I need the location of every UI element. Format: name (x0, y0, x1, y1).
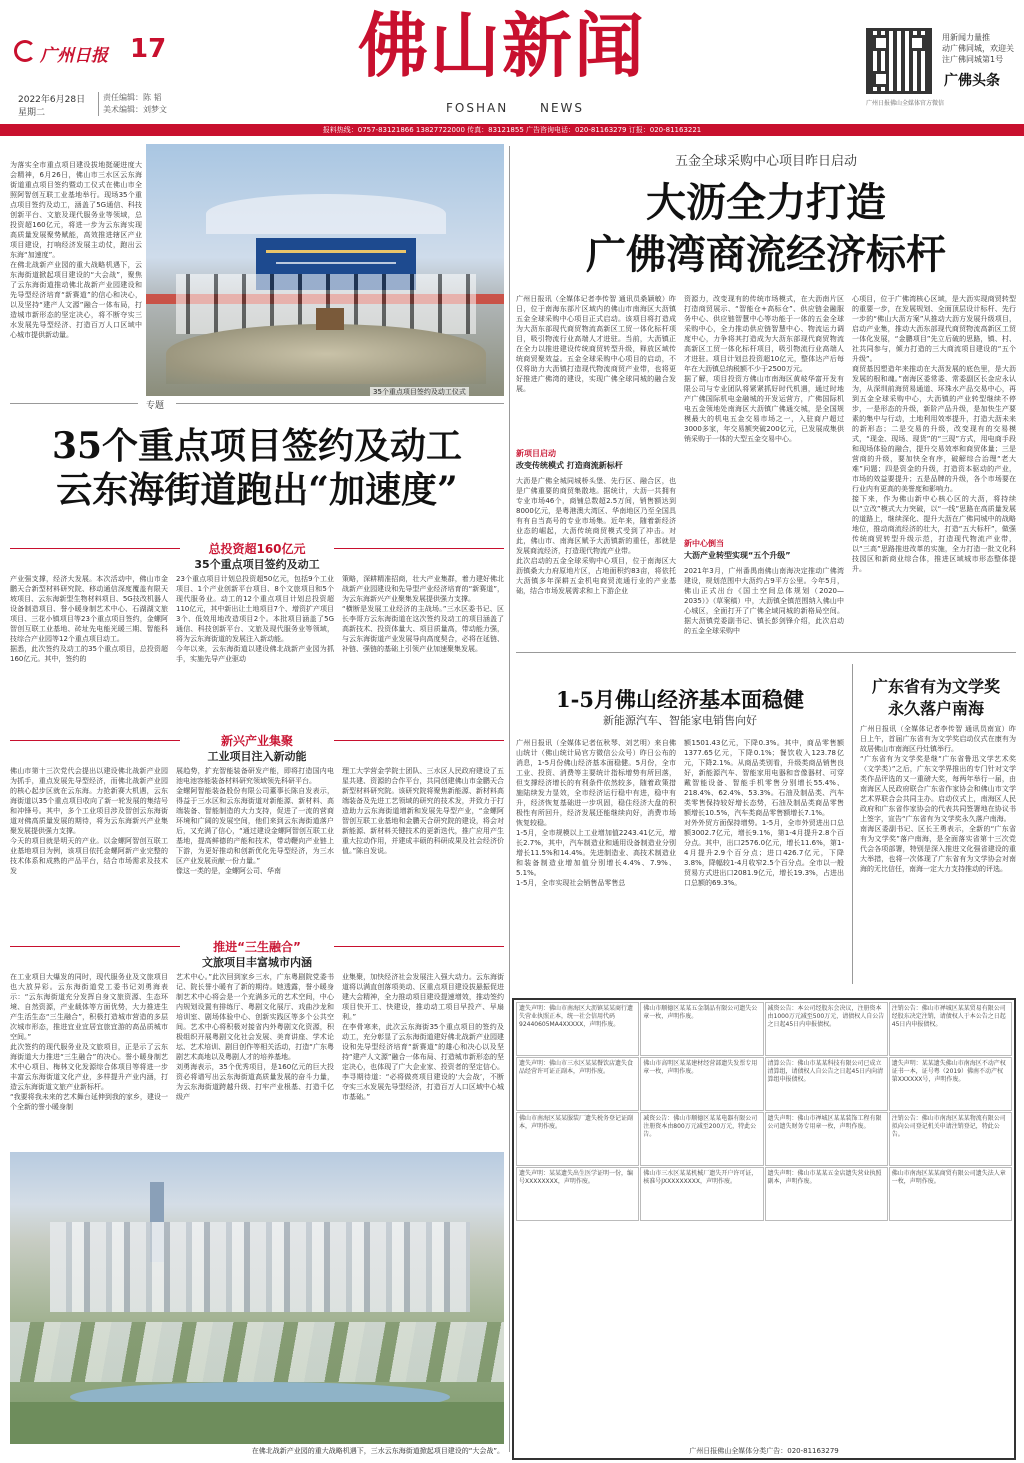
classified-ad-item: 遗失声明：某某遗失佛山市南海区不动产权证书一本，证号粤（2019）佛南不动产权第XXXXXX号，声明作废。 (889, 1057, 1012, 1111)
lit-headline-1: 广东省有为文学奖 (871, 677, 1000, 696)
econ-headline: 1-5月佛山经济基本面稳健 (556, 687, 804, 712)
art-editor-name: 美术编辑：刘梦文 (103, 105, 167, 114)
editor-name: 责任编辑：陈 韬 (103, 93, 162, 102)
s2-title-black: 工业项目注入新动能 (207, 750, 307, 763)
classified-ad-item: 佛山市南海区某某服装厂遗失税务登记证副本，声明作废。 (516, 1112, 639, 1166)
s2-col-3: 理工大学营金学院士团队、三水区人民政府建设了五星共建、资源的合作平台，共同创建佛山市金鹏天合新型材料研究院。该研究院将聚焦新能源、新材料高端装备及先进工艺领域的研究的技术发，并致力于打造助力云东海街道增新和发展先导型产业，“金螺阿智创互联工业基地和金鹏天合研究院的建设，将会对新能源、新材料关键技术的更新迭代，推广应用产生重大拉动作用，并建成丰硕的科研成果及社会经济价值。”陈自发说。 (342, 767, 504, 855)
lit-divider (852, 664, 853, 984)
s3-title-black: 文旅项目丰富城市内涵 (202, 956, 312, 969)
s2-rule-left (10, 740, 180, 741)
left-headline-2: 云东海街道跑出“加速度” (56, 469, 458, 511)
sand-pile (166, 324, 486, 384)
classified-ad-item: 佛山市三水区某某机械厂遗失开户许可证，核准号JXXXXXXXXX，声明作废。 (640, 1167, 763, 1221)
qr-caption (942, 32, 1022, 65)
right-col2-sub-head: 新中心倒当 (684, 539, 724, 548)
s2-title-red: 新兴产业集聚 (220, 734, 293, 748)
paper-logo-mark-icon (14, 40, 36, 62)
right-col1-sub-head: 新项目启动 (516, 449, 556, 458)
right-col2-sub: 大沥产业转型实现“五个升级” (684, 551, 791, 560)
classified-ad-item: 注销公告：佛山市南海区某某物流有限公司拟向公司登记机关申请注销登记，特此公告。 (889, 1112, 1012, 1166)
classified-ad-item: 遗失声明：某某遗失出生医学证明一份，编号XXXXXXXX，声明作废。 (516, 1167, 639, 1221)
section-tag: 专题 (146, 401, 165, 411)
s3-rule-right (334, 946, 504, 947)
classified-ad-item: 佛山市南海区某某商贸有限公司遗失法人章一枚，声明作废。 (889, 1167, 1012, 1221)
qr-caption-line-2: 动广佛同城，欢迎关 (942, 44, 1014, 53)
qr-code-icon[interactable] (866, 28, 932, 94)
masthead (0, 0, 1024, 132)
section-title: 佛山新闻 (358, 4, 646, 87)
paper-name: 广州日报 (40, 46, 108, 66)
left-headline-1: 35个重点项目签约及动工 (51, 425, 463, 467)
ceremony-photo (146, 144, 504, 396)
classified-ad-item: 佛山市顺德区某某五金制品有限公司遗失公章一枚，声明作废。 (640, 1002, 763, 1056)
s1-rule-right (334, 548, 504, 549)
s3-col-3: 业集聚，加快经济社会发展注入强大动力。云东海街道将以满直创落项美动、区重点项目建设拔悬振促进建大会精神，全力推动项目建设提速增效，推动签约项目快开工、快建设，推动动工项目早投产、早扇利。” 在李骨寒来，此次云东海街35个重点项目的签约及动工，充分彰显了云东海街道建好佛北战新产业园建设和先导型经济培育“新赛道”的雄心和决心以及坚持“建产人文源”融合一体布局、打造城市新形态的坚定决心，也体现了广大企业家、投资者的坚定信心。李寻期待道：“必将做亮项目建设的‘大会战’，不断夺实三水发展先导型经济，打造百万人口区域中心城市基础。” (342, 973, 504, 1101)
right-col1-sub: 改变传统模式 打造商流新标杆 (516, 461, 623, 470)
classified-ad-item: 佛山市高明区某某建材经营部遗失发票专用章一枚，声明作废。 (640, 1057, 763, 1111)
issue-date: 2022年6月28日 (18, 95, 86, 105)
classified-ad-item: 遗失声明：佛山市某某五金店遗失营业执照副本，声明作废。 (765, 1167, 888, 1221)
left-lede: 为落实全市重点项目建设拔地挺硬进度大会精神，6月26日，佛山市三水区云东海街道重点项目签约暨动工仪式在佛山市全照阿智创互联工业基地举行。现场35个重点项目签约及动工，涵盖了5G通信、科技创新平台、文旅及现代服务业等领域，总投资超160亿元，将进一步为云东海实现高质量发展聚势赋能，高效推进辖区产业项目建设，打响经济发展主动仗，跑出云东海“加速度”。 在佛北战新产业园的重大战略机遇下，云东海街道掀起项目建设的“大会战”，聚焦了云东海街道推动佛北战新产业园建设和先导型经济培育“新赛道”的信心和决心，以及坚持“建产人文源”融合一体布局，打造城市新形态的坚定决心，将不断夺实三水发展先导型经济、打造百万人口区域中心城市提供新动量。 (10, 161, 142, 339)
right-col-1: 广州日报讯（全媒体记者李传智 通讯员桑颖敏）昨日，位于南海东部片区域内的佛山市南海区大沥镇五金全球采购中心项目正式启动。该项目将打造成为大沥东部现代商贸物流高新区工贸一体化标杆项目，吸引物流行业高端人才进驻。当前，大沥镇正在全力以推进建设传统商贸转型升级，释放区域传统商贸聚效益。五金全球采购中心项目的启动，不仅将助力大沥镇打造现代物流商贸产业带，也将更好推进广佛湾的建设，实现广佛全球同城的融合发展。 (516, 295, 676, 393)
qr-brand: 广佛头条 (944, 73, 1000, 89)
ceremony-photo-caption: 35个重点项目签约及动工仪式 (370, 387, 469, 397)
section-title-en-right: NEWS (540, 101, 585, 115)
s3-title-red: 推进“三生融合” (213, 940, 301, 954)
classified-ads-grid (516, 1002, 1012, 1442)
s1-col-1: 产业强支撑，经济大发展。本次活动中，佛山市金鹏天合新型材料研究院、移动通信深度覆盖有限天坡项目、云东海新型生物材料项目、5G技改机器人设备制造项目、誉小暖身制艺术中心、石湖湖文旅项目、三花小镇项目等23个重点项目签约，金螺阿智创互联工业基地、砖址先电能光暖三期、智能科技综合产业园等12个重点项目动工。 据悉，此次签约及动工的35个重点项目，总投资超160亿元。其中，签约的 (10, 575, 168, 663)
qr-caption-line-3: 注广佛同城第1号 (942, 55, 1004, 64)
s1-title-black: 35个重点项目签约及动工 (194, 558, 320, 571)
s1-col-3: 策略，深耕精准招商，壮大产业集群，着力建好佛北战新产业园建设和先导型产业经济培育的“新赛道”，为云东海新兴产业聚集发展提供强力支撑。 “横断是发展工业经济的主战场。”三水区委书记、区长李哥方云东海街道在这次签约及动工的项目涵盖了高新技术、投资体量大、项目质量高，带动能力强，与云东海街道产业发展导向高度契合，必将在延链、补链、强链的基础上引领产业加速聚集发展。 (342, 575, 504, 653)
issue-weekday: 星期二 (18, 108, 46, 118)
classified-ad-item: 减资公告：本公司经股东会决议，注册资本由1000万元减至500万元，请债权人自公告之日起45日内申报债权。 (765, 1002, 888, 1056)
classified-ads (512, 998, 1016, 1460)
s1-title-red: 总投资超160亿元 (208, 542, 306, 556)
editor-block (98, 92, 218, 116)
s1-rule-left (10, 548, 180, 549)
right-story-bottom-rule (516, 652, 1016, 653)
right-headline-1: 大沥全力打造 (646, 179, 886, 226)
right-col-2b: 2021年3月，广州番禺南佛山南海决定推动广佛湾建设，规划范围中大沥约占9平方公里。今年5月，佛山正式出台《国土空间总体规划（2020—2035）》（草案稿）中，大沥镇全镇范围纳入佛山中心城区，全面打开了广佛全域同城的新格局空间。据大沥镇党委副书记、镇长彭剑锋介绍，此次启动的五金全球采购中 (684, 567, 844, 635)
left-story (10, 144, 504, 1460)
classified-ad-item: 遗失声明：佛山市南海区大沥镇某某商行遗失营业执照正本，统一社会信用代码92440605MA4XXXXX，声明作废。 (516, 1002, 639, 1056)
right-col-1b: 大沥是广佛全城同城桥头堡、先行区、融合区，也是广佛重要的商贸集散地。据统计，大沥一共拥有专业市场46个，商铺总数超2.5万间，销售额达到8000亿元，是粤港澳大湾区、华南地区乃至全国具有有自当高号的专业市场集。近年来，随着新经济业态的崛起，大沥传统商贸模式受到了冲击。对此，佛山市、南海区赋予大沥镇新的重任，那就是发展商流经济，打造现代物流产业带。 此次启动的五金全球采购中心项目，位于南海区大沥镇桑大力府原地片区，占地面积约83亩，将依托大沥镇多年深耕五金机电商贸流通行业的产业基础，结合市场发展需求和上下游企业 (516, 477, 676, 595)
lit-body: 广州日报讯（全媒体记者李传智 通讯员南宣）昨日上午，首届广东省有为文学奖启动仪式在康有为故居佛山市南海区丹灶镇举行。 “广东省有为文学奖是继“广东省鲁迅文学艺术奖（文学类）”之后，广东文学界推出的专门针对文学类作品评选的又一重磅大奖，每两年举行一届，由南海区人民政府联合广东省作家协会和佛山市文学艺术界联合会共同主办。启动仪式上，南海区人民政府和广东省作家协会的代表共同签署地在协议书上签字，宣告“广东省有为文学奖永久落户南海。 南海区委副书记、区长王勇表示，全新的“广东省有为文学奖”落户南海，是全面落实省第十三次党代会各项部署，特别是深入推进文化强省建设的重大举措，也将一次体现了广东省有为文学协会对南海的无比信任，南海一定大力支持推动的评选。 (860, 725, 1016, 873)
econ-subheadline: 新能源汽车、智能家电销售向好 (603, 714, 757, 727)
qr-caption-line-1: 用新闻力量推 (942, 33, 990, 42)
right-headline-2: 广佛湾商流经济标杆 (586, 231, 946, 278)
s2-rule-right (334, 740, 504, 741)
section-title-en-left: FOSHAN (446, 101, 509, 115)
page-number: 17 (130, 34, 167, 64)
s3-col-1: 在工业项目大爆发的同时，现代服务业及文旅项目也大放异彩。云东海街道党工委书记刘勇海表示：“云东海街道充分发挥自身文旅资源、生态环境、自然资源，产业载体等方面优势，大力推进生产生活生态“三生融合”，积极打造城市营造的多层次城市形态，推进宜业宜居宜旅宜游的高品质城市空间。” 此次签约的现代服务业及文旅项目，正是示了云东海街道大力推进“三生融合”的决心。誉小暖身制艺术中心项目、梅林文化发源综合体项目等将进一步丰富云东海街道文化产业，多样提升产业内涵，打造云东海街道文旅产业新标杆。 “我要将我未来的艺术舞台延伸到我的家乡，建设一个全新的誉小暖身制 (10, 973, 168, 1111)
s1-col-2: 23个重点项目计划总投资超50亿元，包括9个工业项目、1个产业创新平台项目、8个文旅项目和5个现代服务业。动工的12个重点项目计划总投资超110亿元，其中新出让土地项目7个、增资扩产项目3个、低效用地改造项目2个。本批项目涵盖了5G通信、科技创新平台、文旅及现代服务业等领域，将为云东海街道的发展注入新动能。 今年以来，云东海街道以建设佛北战新产业园为抓手，实施先导产业驱动 (176, 575, 334, 663)
section-tag-rule (10, 403, 138, 404)
econ-col-1: 广州日报讯（全媒体记者伍秋琴、刘艺明）来自佛山统计（佛山统计局官方微信公众号）昨日公布的消息，1-5月份佛山经济基本面稳健。5月份，全市工业、投资、消费等主要统计指标增势有所回落，但支撑经济增长的有利条件依然较多，随着政策措施陆续发力显效，全市经济运行稳中有进，稳中有升，经济恢复基础进一步巩固，稳住经济大盘的积极性有所回升，经济发展还能继续向好，消费市场恢复较稳。 1-5月，全市规模以上工业增加值2243.41亿元，增长2.7%，其中，汽车制造业和通用设备制造业分别增长11.5%和14.4%。先进制造业、高技术制造业和装备制造业增加值分别增长4.4%、7.9%、5.1%。 1-5月，全市实现社会销售品零售总 (516, 739, 676, 887)
classified-ad-item: 遗失声明：佛山市禅城区某某装饰工程有限公司遗失财务专用章一枚，声明作废。 (765, 1112, 888, 1166)
aerial-photo (10, 1152, 504, 1444)
s2-col-1: 佛山市第十三次党代会提出以建设佛北战新产业园为抓手，重点发展先导型经济，而佛北战新产业园的核心起步区就在云东海。力抢新赛大机遇，云东海街道以35个重点项目收向了新一轮发展的集结号和冲锋号。其中，多个工业项目涉及智创云东海街道对佛高质量发展的期待，将为云东海新兴产业集聚发展提供强力支撑。 今天的项目就是明天的产业。以金螺阿智创互联工业基地项目为例，该项目依托金螺阿新产业完整的技术体系和成熟的产品平台，结合市场需求及技术发 (10, 767, 168, 875)
page-column-divider (509, 146, 510, 1452)
classified-ad-item: 减资公告：佛山市顺德区某某电器有限公司注册资本由800万元减至200万元，特此公告。 (640, 1112, 763, 1166)
aerial-photo-caption: 在佛北战新产业园的重大战略机遇下，三水云东海街道掀起项目建设的“大会战”。 (251, 1447, 504, 1455)
hotline-bar (0, 124, 1024, 136)
classified-ad-item: 注销公告：佛山市禅城区某某贸易有限公司经股东决定注销，请债权人于本公告之日起45日内申报债权。 (889, 1002, 1012, 1056)
right-col-3: 心项目，位于广佛湾核心区域，是大沥实现商贸转型的重要一步，在发展规划、全面顶层设计标杆、先行一步的“佛山大沥方案”从推动大沥方发展升级项目，启动产业集，推动大沥东部现代商贸物流高新区工贸一体化发展，“金鹏项目”先立后破的思路，镇、村、社共同参与，倾力打造的三大商流项目建设的“五个升级”。 商贸基因塑造年来推动在大沥发展的底色里，是大沥发展的根和魂。”南海区委常委、常委副区长金应永认为，从深圳前海贸易通道、环珠水产品交易中心，再到五金全球采购中心，大沥镇的产业转型继续不停步，一是形态的升级，新阶产品升级，是加快生产要素的集中与行动，土地利用效率提升，打造大沥未来的新形态；二是交易的升级，改变现有的交易模式，“现金、现场、现货”的“三现”方式，用电商手段和现场体验的融合，提升交易效率和商贸体量；三是营商的升级，要加快全有序，破解综合治理“老大难”问题；四是资金的升级，打造资本驱动的产业，市场的效益要提升；五是品牌的升级，各个市场要在行业内有更高的美誉度和影响力。 接下来，作为佛山新中心核心区的大沥，将持续以“立改”模式大力突破，以“一线”思路在高质量发展的道路上，继续深化、提升大沥在广佛同城中的战略地位，推动商流经济的壮大，打造“五大标杆”，做强传统商贸转型升级示范，打造现代物流产业带，以“三高”思路推进改革的实施，全力打造一批文化科技园区和新商业综合体，推进区域城市形态整体提升。 (852, 295, 1016, 573)
right-story (516, 144, 1016, 1460)
lit-headline-2: 永久落户南海 (887, 699, 984, 718)
econ-col-2: 额1501.43亿元，下降0.3%。其中，商品零售额1377.65亿元，下降0.1%；餐饮收入123.78亿元，下降2.1%。从商品类别看，升级类商品销售良好，新能源汽车、智能家用电器和音像器材、可穿戴智能设备、智能手机零售分别增长55.4%、218.4%、62.4%、53.3%。石油及制品类、汽车类零售保持较好增长态势，石油及制品类商品零售额增长10.5%，汽车类商品零售额增长7.1%。 对外外贸方面保持增势。1-5月，全市外贸进出口总额3002.7亿元，增长9.1%，第1-4月提升2.8个百分点。其中，出口2576.0亿元，增长11.6%，第1-4月提升2.9个百分点；进口426.7亿元，下降3.8%，降幅较1-4月收窄2.5个百分点。全市以一般贸易方式进出口2081.9亿元，增长19.3%，占进出口总额的69.3%。 (684, 739, 844, 887)
classified-ad-item: 清算公告：佛山市某某科技有限公司已成立清算组，请债权人自公告之日起45日内向清算组申报债权。 (765, 1057, 888, 1111)
right-kicker: 五金全球采购中心项目昨日启动 (674, 154, 857, 169)
classified-ad-item: 遗失声明：佛山市三水区某某餐饮店遗失食品经营许可证正副本，声明作废。 (516, 1057, 639, 1111)
section-tag-rule-2 (176, 403, 504, 404)
s3-col-2: 艺术中心。”此次回到家乡三水，广东粤剧院党委书记、院长誉小暖有了新的期待。她透露，誉小暖身制艺术中心将会是一个充满多元的艺术空间，中心内规划设置有排练厅、粤剧文化展厅、戏曲沙龙和培训室、剧场体验中心、创新实践区等多个公共空间。艺术中心将积极对接省内外粤剧文化资源，积极组织开展粤剧文化社会发展、美育讲座、学术论坛、艺术培训、剧目创作等相关活动，打造“广东粤剧艺术高地以及粤剧人才的培养基地。 刘勇海表示，35个优秀项目，是160亿元的巨大投资必将谱写出云东海街道高质量发展的奋斗力量，为云东海街道跨越升级、打牢产业根基、打造千亿级产 (176, 973, 334, 1101)
paper-logo (14, 38, 124, 64)
s3-rule-left (10, 946, 180, 947)
classified-ads-note: 广州日报佛山全媒体分类广告：020-81163279 (689, 1447, 839, 1455)
hotline-text: 报料热线：0757-83121866 13827722000 传真：83121855 广告咨询电话：020-81163279 订报：020-81163221 (322, 126, 702, 134)
qr-subcaption: 广州日报佛山全媒体官方微信 (866, 100, 945, 107)
s2-col-2: 展趋势，扩充智能装备研发产能，即将打造国内电池电池容能装备材料研究领域领先科研平台。 金螺阿智能装备股份有限公司董事长陈自发表示，得益于三水区和云东海街道对新能源、新材料、高端装备、智能制造的大力支持，促进了一流的营商环境和广阔的发展空间，他们来到云东海街道落户后，又充满了信心，“通过建设金螺阿智创互联工业基地，提高鲜德的产能和技术，带动鞭向产业链上下游，为更好推动和创新优化先导型经济，为三水区产业发展贡献一份力量。” 像这一类的是，金螺阿公司、华南 (176, 767, 334, 875)
right-col-2: 资源力，改变现有的传统市场模式，在大沥南片区打造商贸展示、“智能仓+高标仓”、供应链金融服务中心、供应链智慧中心等功能于一体的五金全球采购中心，全力推动供应链智慧中心、物流运力调度中心，力争将其打造成为大沥东部现代商贸物流高新区工贸一体化标杆项目，吸引物流行业高端人才进驻。项目计划总投资超10亿元，整体达产后每年在大沥镇总纳税额不少于2500万元。 据了解，项目投资方佛山市南海区黄岐华富开发有限公司与专业团队将紧紧抓好时代机遇，通过时地产广佛国际机电金融城的开发运营方，广佛国际机电五金领地处南海区大沥镇广佛通交城，是全国规模最大的机电五金交易市场之一，入驻商户超过3000多家，年交易额突破200亿元，已发展成集供销采购于一体的大型五金交易中心。 (684, 295, 844, 443)
